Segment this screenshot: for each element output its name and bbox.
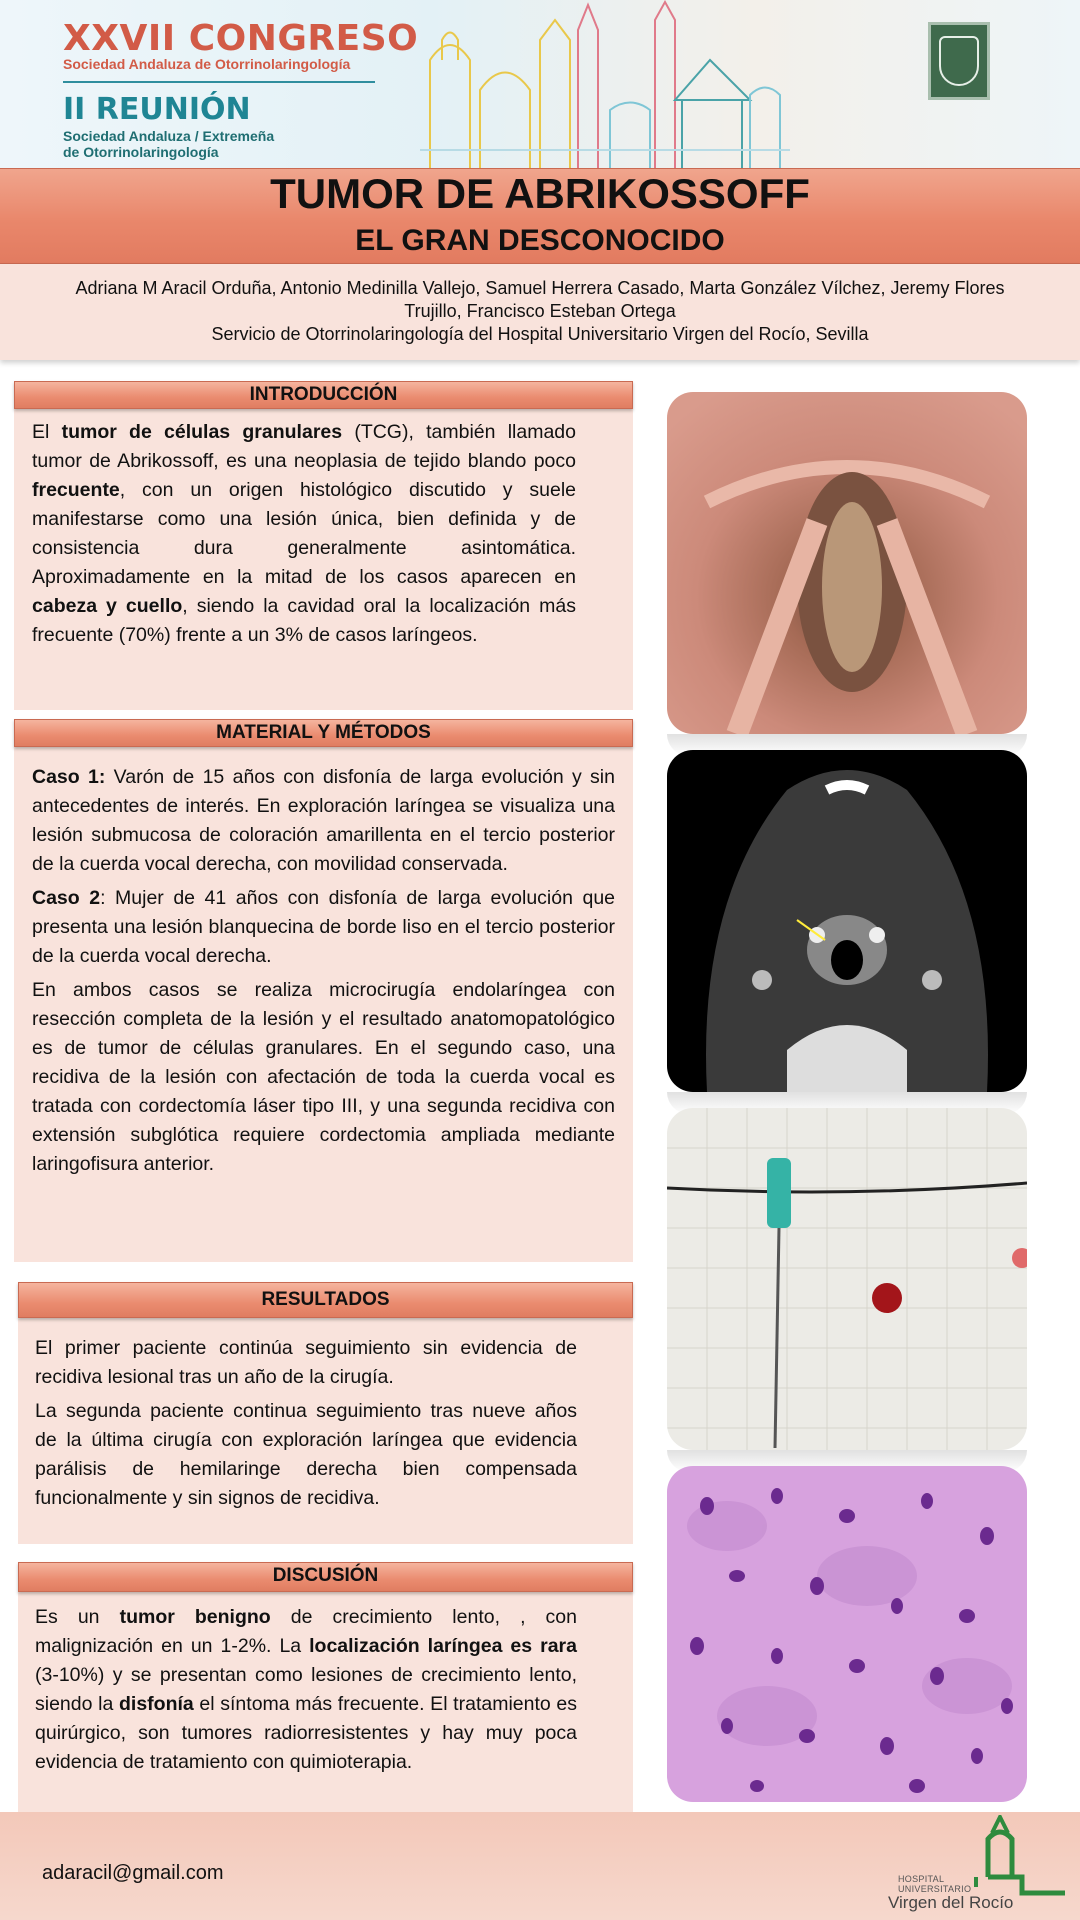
- intro-heading: INTRODUCCIÓN: [14, 381, 633, 409]
- hospital-name: Virgen del Rocío: [888, 1893, 1014, 1912]
- authors-line: Trujillo, Francisco Esteban Ortega: [404, 301, 676, 321]
- congress-title: XXVII CONGRESO: [63, 18, 419, 59]
- discussion-heading: DISCUSIÓN: [18, 1562, 633, 1592]
- city-skyline-illustration: [420, 0, 790, 168]
- hospital-subtitle: [898, 1874, 971, 1894]
- banner-divider: [63, 81, 375, 83]
- poster-title: TUMOR DE ABRIKOSSOFF: [270, 170, 810, 217]
- hospital-line1: HOSPITAL: [898, 1874, 945, 1884]
- histology-micrograph: [667, 1466, 1027, 1802]
- methods-heading: MATERIAL Y MÉTODOS: [14, 719, 633, 747]
- laryngoscopy-photo: [667, 392, 1027, 734]
- authors-line: Adriana M Aracil Orduña, Antonio Medinilla Vallejo, Samuel Herrera Casado, Marta González Vílchez, Jeremy Flores: [75, 278, 1005, 298]
- results-text: El primer paciente continúa seguimiento sin evidencia de recidiva lesional tras un año de la cirugía. La segunda paciente continua seguimiento tras nueve años de la última cirugía con exploración laríngea que evidencia parálisis de hemilaringe derecha bien compensada funcionalmente y sin signos de recidiva.: [35, 1337, 577, 1509]
- methods-text: [32, 763, 615, 1184]
- intro-text: El tumor de células granulares (TCG), también llamado tumor de Abrikossoff, es una neoplasia de tejido blando poco frecuente, con un origen histológico discutido y suele manifestarse como una lesión única, bien definida y de consistencia dura generalmente asintomática. Aproximadamente en la mitad de los casos aparecen en cabeza y cuello, siendo la cavidad oral la localización más frecuente (70%) frente a un 3% de casos laríngeos.: [32, 421, 577, 646]
- authors-block: [30, 277, 1050, 346]
- society-name: Sociedad Andaluza de Otorrinolaringología: [63, 56, 351, 72]
- ct-scan-image: [667, 750, 1027, 1092]
- hospital-line2: UNIVERSITARIO: [898, 1884, 972, 1894]
- meeting-title: II REUNIÓN: [63, 92, 251, 127]
- treatment-paragraph: En ambos casos se realiza microcirugía endolaríngea con resección completa de la lesión y el resultado anatomopatológico es de tumor de células granulares. En el segundo caso, una recidiva de la lesión con afectación de toda la cuerda vocal es tratada con cordectomía láser tipo III, y una segunda recidiva con extensión subglótica requiere cordectomia ampliada mediante laringofisura anterior.: [32, 979, 615, 1175]
- surgical-specimen-photo: [667, 1108, 1027, 1450]
- joint-society-line2: de Otorrinolaringología: [63, 144, 219, 160]
- contact-email: adaracil@gmail.com: [42, 1862, 224, 1884]
- case2-paragraph: Caso 2: Mujer de 41 años con disfonía de larga evolución que presenta una lesión blanquecina de borde liso en el tercio posterior de la cuerda vocal derecha.: [32, 887, 616, 967]
- joint-society-name: [63, 128, 323, 160]
- results-heading: RESULTADOS: [18, 1282, 633, 1318]
- congress-banner: [0, 0, 1080, 168]
- poster-subtitle: EL GRAN DESCONOCIDO: [355, 224, 725, 257]
- case1-paragraph: Caso 1: Varón de 15 años con disfonía de larga evolución y sin antecedentes de interés. En exploración laríngea se visualiza una lesión submucosa de coloración amarillenta en el tercio posterior de la cuerda vocal derecha, con movilidad conservada.: [32, 766, 615, 875]
- discussion-text: Es un tumor benigno de crecimiento lento, , con malignización en un 1-2%. La localización laríngea es rara (3-10%) y se presentan como lesiones de crecimiento lento, siendo la disfonía el síntoma más frecuente. El tratamiento es quirúrgico, son tumores radiorresistentes y hay muy poca evidencia de tratamiento con quimioterapia.: [35, 1606, 577, 1773]
- joint-society-line1: Sociedad Andaluza / Extremeña: [63, 128, 275, 144]
- society-seal-logo: [928, 22, 990, 100]
- affiliation: Servicio de Otorrinolaringología del Hospital Universitario Virgen del Rocío, Sevilla: [211, 324, 869, 344]
